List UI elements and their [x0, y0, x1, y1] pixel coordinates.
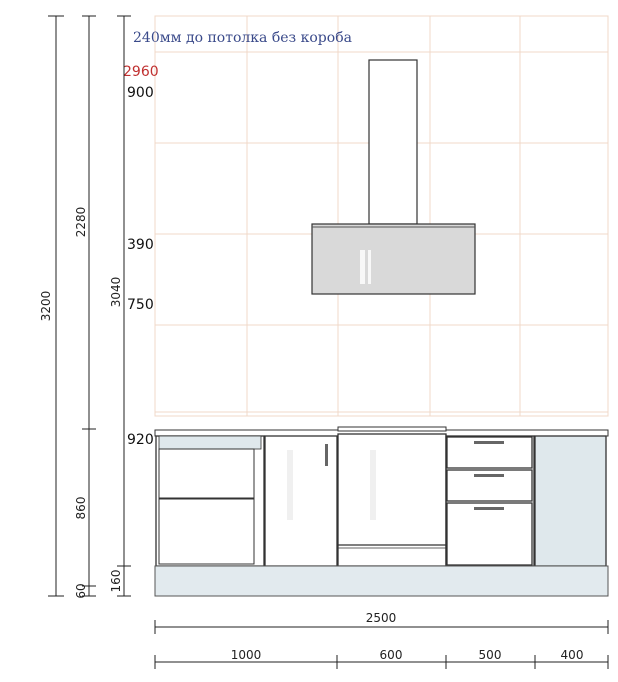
dim-seg-1000: 1000 [230, 648, 262, 662]
dim-to-hood: 3040 [109, 276, 123, 308]
mark-920: 920 [127, 432, 154, 448]
dim-plinth: 160 [109, 569, 123, 593]
plinth [155, 566, 608, 596]
drawer-3-handle [474, 507, 504, 510]
hood-chimney [369, 60, 417, 224]
dim-plinth-outer: 60 [74, 583, 88, 599]
mark-900: 900 [127, 85, 154, 101]
door-handle [325, 444, 328, 466]
red-height-mark: 2960 [123, 64, 159, 80]
ceiling-note: 240мм до потолка без короба [133, 30, 352, 46]
dim-total-width: 2500 [365, 611, 397, 625]
base-cabinets [156, 434, 606, 566]
dim-total-height: 3200 [39, 290, 53, 322]
dim-counter: 860 [74, 496, 88, 520]
oven-unit [338, 434, 446, 566]
drawer-3 [447, 503, 532, 565]
side-panel-cabinet [535, 436, 606, 566]
dim-upper-zone: 2280 [74, 206, 88, 238]
hood-canopy [312, 224, 475, 294]
drawer-1-handle [474, 441, 504, 444]
mark-750: 750 [127, 297, 154, 313]
dim-seg-400: 400 [560, 648, 584, 662]
mark-390: 390 [127, 237, 154, 253]
dim-seg-600: 600 [379, 648, 403, 662]
dim-seg-500: 500 [478, 648, 502, 662]
drawer-2-handle [474, 474, 504, 477]
